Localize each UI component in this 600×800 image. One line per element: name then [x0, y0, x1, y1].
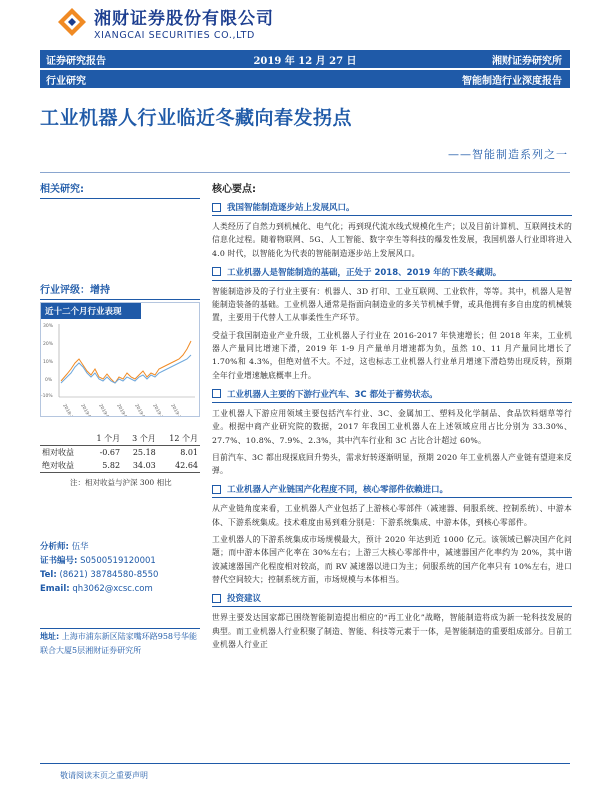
table-row [40, 459, 200, 473]
svg-text:30%: 30% [43, 324, 54, 329]
industry-rating [40, 281, 200, 300]
section-divider [212, 215, 572, 216]
footer-divider [40, 763, 570, 764]
section-divider [212, 497, 572, 498]
related-research [40, 180, 200, 199]
svg-text:10%: 10% [43, 360, 54, 365]
table-header: 1 个月 [86, 432, 122, 446]
institute-name: 湘财证券研究所 [492, 55, 562, 67]
related-divider [40, 198, 200, 199]
cell-12m: 42.64 [158, 459, 200, 473]
checkbox-bullet-icon [212, 203, 221, 212]
row-label: 绝对收益 [40, 459, 86, 473]
rating-divider [40, 299, 200, 300]
table-header: 3 个月 [122, 432, 158, 446]
section-paragraph: 工业机器人的下游系统集成市场规模最大，预计 2020 年达到近 1000 亿元。该领域已解决国产化问题；而中游本体国产化率在 30%左右；上游三大核心零部件中，减速器国产化率约为 20%，其中谐波减速器国产化程度相对较高，而 RV 减速器以进口为主；伺服系统的国产化率只有 10%左右，进口替代空间较大；控制系统方面，市场规模与本体相当。 [212, 535, 572, 584]
section-divider [212, 280, 572, 281]
section-heading: 我国智能制造逐步站上发展风口。 [212, 201, 572, 213]
company-logo [56, 4, 274, 40]
report-date: 2019 年 12 月 27 日 [253, 55, 357, 67]
svg-text:2019-06: 2019-06 [115, 403, 130, 416]
header-bar-bottom [40, 70, 570, 88]
svg-text:20%: 20% [43, 342, 54, 347]
performance-chart [40, 302, 200, 417]
checkbox-bullet-icon [212, 485, 221, 494]
svg-text:2018-12: 2018-12 [61, 403, 76, 416]
svg-text:2019-04: 2019-04 [97, 403, 112, 416]
rating-heading: 行业评级：增持 [40, 285, 110, 296]
page-subtitle: ——智能制造系列之一 [448, 148, 568, 161]
section-paragraph: 智能制造涉及的子行业主要有：机器人、3D 打印、工业互联网、工业软件，等等。其中，机器人是智能制造装备的基础。工业机器人通常是指面向制造业的多关节机械手臂，或具他拥有多自由度的机械装置，主要用于代替人工从事柔性生产环节。 [212, 286, 572, 323]
table-header-row [40, 432, 200, 446]
section-divider [212, 402, 572, 403]
related-heading: 相关研究: [40, 184, 84, 195]
company-logo-icon [56, 6, 88, 38]
table-header: 12 个月 [158, 432, 200, 446]
cell-1m: 5.82 [86, 459, 122, 473]
cell-3m: 25.18 [132, 448, 156, 457]
table-header [40, 432, 86, 446]
series-industry-line [61, 341, 191, 383]
svg-text:2019-08: 2019-08 [133, 403, 148, 416]
section-paragraph: 工业机器人下游应用领域主要包括汽车行业、3C、金属加工、塑料及化学制品、食品饮料烟草等行业。根据中商产业研究院的数据，2017 年我国工业机器人在上述领域应用占比分别为 33.30%、27.7%、10.8%、7.9%、2.3%，其中汽车行业和 3C 占比合计超过 60%。 [212, 408, 572, 445]
svg-text:2019-02: 2019-02 [79, 403, 94, 416]
section-heading: 工业机器人主要的下游行业汽车、3C 都处于蓄势状态。 [212, 388, 572, 400]
report-series: 智能制造行业深度报告 [462, 75, 562, 87]
svg-text:2019-10: 2019-10 [151, 403, 166, 416]
table-note: 注：相对收益与沪深 300 相比 [70, 478, 172, 487]
address-divider [40, 628, 200, 629]
footer-disclaimer: 敬请阅读末页之重要声明 [60, 771, 148, 780]
svg-text:0%: 0% [45, 378, 53, 383]
report-type: 证券研究报告 [46, 55, 106, 67]
row-label: 相对收益 [42, 448, 74, 457]
section-divider [212, 606, 572, 607]
section-paragraph: 受益于我国制造业产业升级，工业机器人子行业在 2016-2017 年快速增长；但 2018 年来，工业机器人产量同比增速下滑，2019 年 1-9 月产量单月增速都为负，虽然 10、11 月产量同比增长了 1.70%和 4.3%，但绝对值不大。不过，这也标志工业机器人行业单月增速下滑趋势出现反转，预期全年行业增速触底概率上升。 [212, 330, 572, 380]
checkbox-bullet-icon [212, 389, 221, 398]
section-heading: 投资建议 [212, 592, 572, 604]
header-bar-top [40, 50, 570, 68]
page-title: 工业机器人行业临近冬藏向春发拐点 [40, 107, 353, 129]
svg-text:-10%: -10% [41, 394, 53, 399]
checkbox-bullet-icon [212, 594, 221, 603]
cell-3m: 34.03 [122, 459, 158, 473]
analyst-email-line[interactable]: Email: qh3062@xcsc.com [40, 584, 153, 594]
performance-table [40, 432, 200, 473]
analyst-tel-line: Tel: (8621) 38784580-8550 [40, 570, 159, 580]
svg-text:2019-12: 2019-12 [169, 403, 184, 416]
series-benchmark-line [61, 355, 191, 383]
analyst-info [40, 540, 210, 596]
cell-12m: 8.01 [180, 448, 198, 457]
research-category: 行业研究 [46, 75, 86, 87]
section-paragraph: 从产业链角度来看，工业机器人产业包括了上游核心零部件（减速器、伺服系统、控制系统）、中游本体、下游系统集成。技术难度由易到难分别是：下游系统集成、中游本体，到核心零部件。 [212, 504, 572, 527]
title-divider [40, 172, 570, 173]
section-paragraph: 目前汽车、3C 都出现探底回升势头，需求好转逐渐明显，预期 2020 年工业机器人产业链有望迎来反弹。 [212, 452, 572, 476]
performance-chart-title: 近十二个月行业表现 [41, 303, 141, 319]
core-heading: 核心要点: [212, 184, 256, 195]
analyst-cert-line: 证书编号: S0500519120001 [40, 556, 156, 566]
address-block [40, 630, 200, 658]
section-heading: 工业机器人产业链国产化程度不同，核心零部件依赖进口。 [212, 483, 572, 495]
cell-1m: -0.67 [99, 448, 121, 457]
address-text: 上海市浦东新区陆家嘴环路958号华能联合大厦5层湘财证券研究所 [40, 632, 198, 655]
table-row [40, 446, 200, 460]
address-label: 地址: [40, 632, 60, 641]
section-paragraph: 世界主要发达国家都已围绕智能制造提出相应的“再工业化”战略，智能制造将成为新一轮科技发展的典型。而工业机器人行业积聚了制造、智能、科技等元素于一体，是智能制造的重要组成部分。目前工业机器人行业正 [212, 613, 572, 649]
section-paragraph: 人类经历了自然力到机械化、电气化；再到现代流水线式规模化生产；以及目前计算机、互联网技术的信息化过程。随着物联网、5G、人工智能、数字孪生等科技的爆发性发展，我国机器人行业即将进入 4.0 时代，以智能化为代表的智能制造逐步站上发展风口。 [212, 222, 572, 258]
performance-chart-plot [41, 319, 199, 416]
company-name-cn: 湘财证券股份有限公司 [94, 8, 274, 29]
analyst-name-line: 分析师: 伍华 [40, 542, 89, 552]
core-points [212, 180, 572, 651]
company-name-en: XIANGCAI SECURITIES CO.,LTD [94, 29, 255, 41]
section-heading: 工业机器人是智能制造的基础，正处于 2018、2019 年的下跌冬藏期。 [212, 266, 572, 278]
checkbox-bullet-icon [212, 267, 221, 276]
